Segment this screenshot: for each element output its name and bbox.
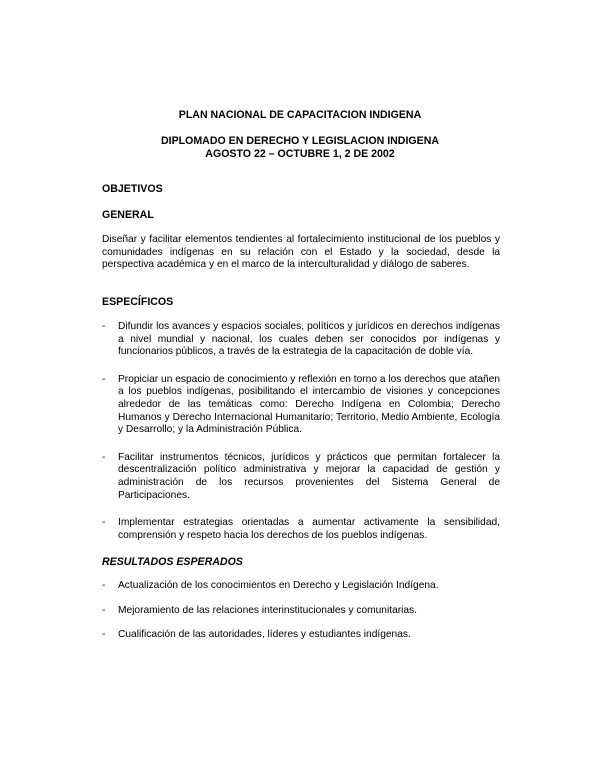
list-item	[102, 605, 500, 618]
list-item-text: Propiciar un espacio de conocimiento y reflexión en torno a los derechos que atañen a los pueblos indígenas, posibilitando el intercambio de visiones y concepciones alrededor de las temáticas como: Derecho Indígena en Colombia; Derecho Humanos y Derecho Internacional Humanitario; Territorio, Medio Ambiente, Ecología y Desarrollo; y la Administración Pública.	[118, 373, 500, 436]
bullet-dash: -	[102, 517, 106, 529]
list-item	[102, 580, 500, 593]
list-item	[102, 321, 500, 359]
general-paragraph: Diseñar y facilitar elementos tendientes al fortalecimiento institucional de los pueblos y comunidades indígenas en su relación con el Estado y la sociedad, desde la perspectiva académica y en el marco de la interculturalidad y diálogo de saberes.	[102, 234, 500, 271]
bullet-dash: -	[102, 580, 106, 591]
especificos-heading: ESPECÍFICOS	[102, 296, 174, 308]
resultados-heading: RESULTADOS ESPERADOS	[102, 556, 243, 568]
list-item-text: Implementar estrategias orientadas a aumentar activamente la sensibilidad, comprensión y respeto hacia los derechos de los pueblos indígenas.	[118, 517, 500, 541]
bullet-dash: -	[102, 451, 106, 463]
list-item-text: Actualización de los conocimientos en Derecho y Legislación Indígena.	[118, 580, 439, 591]
list-item-text: Cualificación de las autoridades, líderes y estudiantes indígenas.	[118, 629, 411, 641]
list-item-text: Facilitar instrumentos técnicos, jurídicos y prácticos que permitan fortalecer la descentralización político administrativa y mejorar la capacidad de gestión y administración de los recursos provenientes del Sistema General de Participaciones.	[118, 451, 500, 501]
subtitle-line-1: DIPLOMADO EN DERECHO Y LEGISLACION INDIGENA	[160, 135, 439, 147]
bullet-dash: -	[102, 373, 106, 385]
list-item	[102, 374, 500, 437]
bullet-dash: -	[102, 321, 106, 332]
resultados-list	[102, 580, 500, 642]
document-title: PLAN NACIONAL DE CAPACITACION INDIGENA	[178, 109, 422, 121]
especificos-list	[102, 321, 500, 542]
list-item	[102, 517, 500, 542]
list-item-text: Difundir los avances y espacios sociales, políticos y jurídicos en derechos indígenas a nivel mundial y nacional, los cuales deben ser conocidos por indígenas y funcionarios públicos, a través de la estrategia de la capacitación de doble vía.	[118, 321, 500, 358]
bullet-dash: -	[102, 604, 106, 616]
list-item	[102, 452, 500, 502]
subtitle-line-2: AGOSTO 22 – OCTUBRE 1, 2 DE 2002	[205, 148, 395, 160]
list-item-text: Mejoramiento de las relaciones interinstitucionales y comunitarias.	[118, 604, 417, 616]
list-item	[102, 629, 500, 642]
general-heading: GENERAL	[102, 209, 154, 221]
bullet-dash: -	[102, 629, 106, 641]
document-subtitle	[0, 135, 600, 161]
objetivos-heading: OBJETIVOS	[102, 183, 163, 195]
